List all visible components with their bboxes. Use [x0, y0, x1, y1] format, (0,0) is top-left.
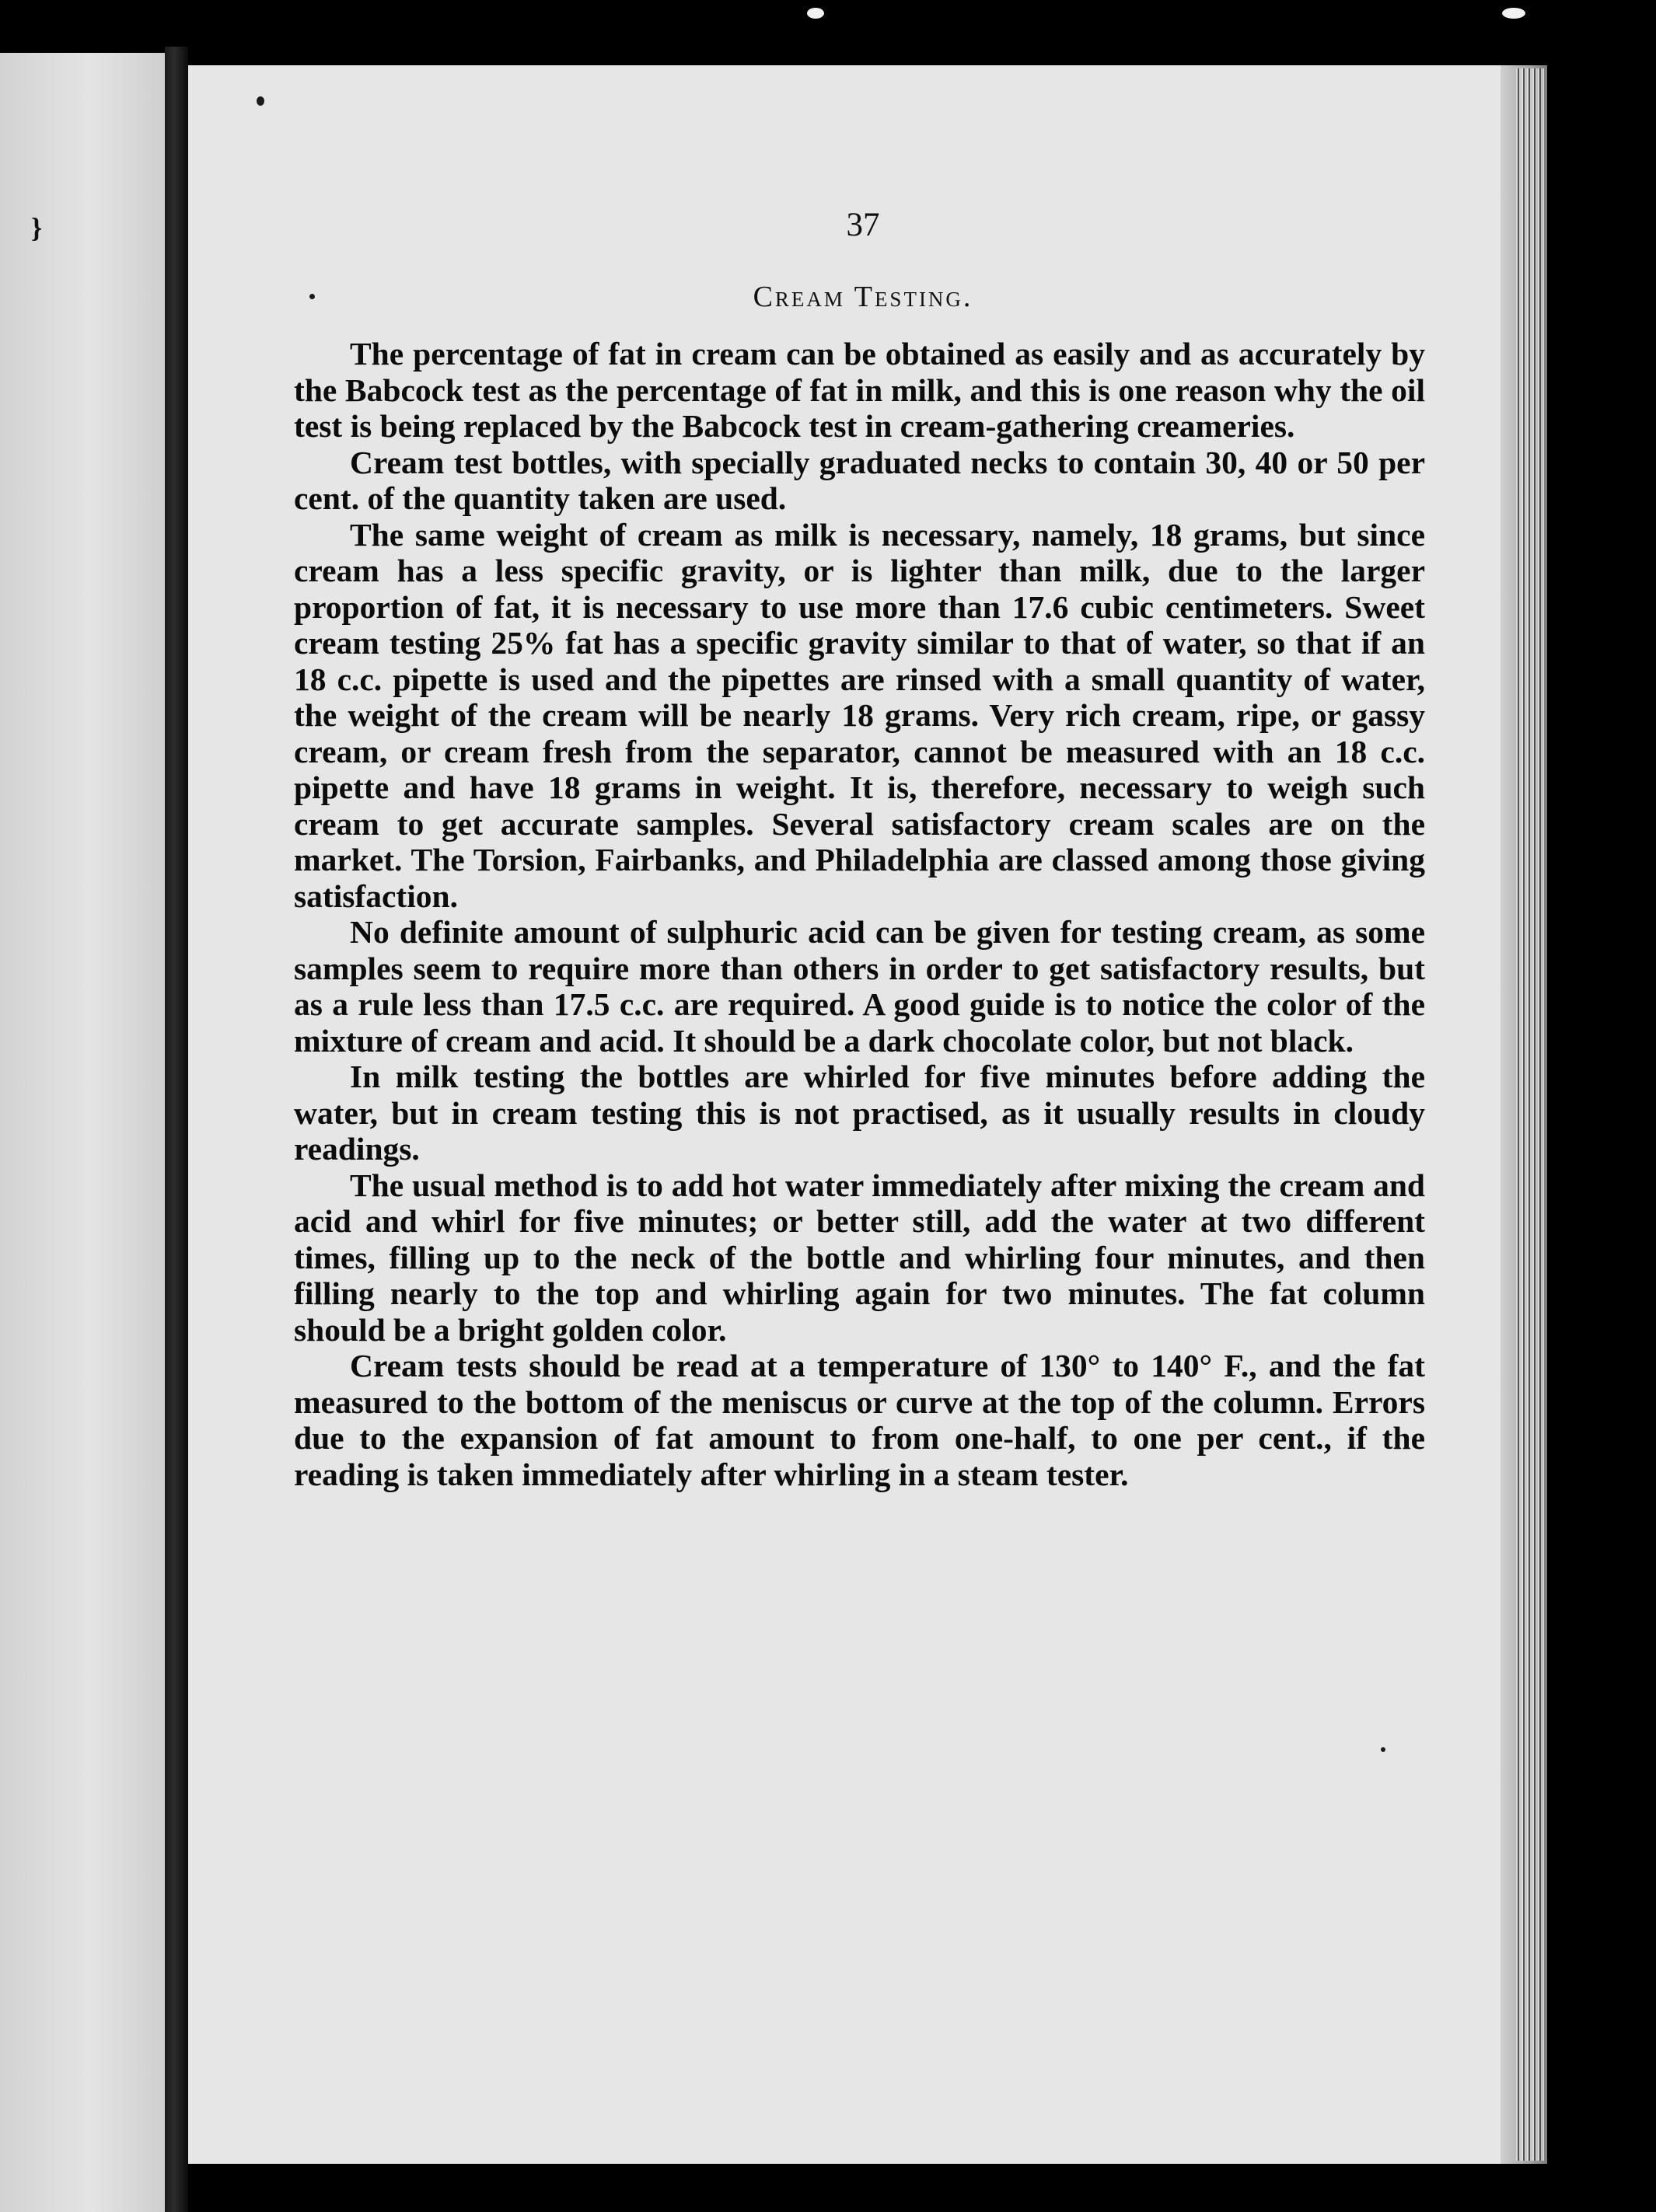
- page-speck: [1381, 1747, 1385, 1752]
- paragraph: The same weight of cream as milk is necessary, namely, 18 grams, but since cream has a less specific gravity, or is lighter than milk, due to the larger proportion of fat, it is necessary to use more than 17.6 cubic centimeters. Sweet cream testing 25% fat has a specific gravity similar to that of water, so that if an 18 c.c. pipette is used and the pipettes are rinsed with a small quantity of water, the weight of the cream will be nearly 18 grams. Very rich cream, ripe, or gassy cream, or cream fresh from the separator, cannot be measured with an 18 c.c. pipette and have 18 grams in weight. It is, therefore, necessary to weigh such cream to get accurate samples. Several satisfactory cream scales are on the market. The Torsion, Fairbanks, and Philadelphia are classed among those giving satisfaction.: [294, 516, 1425, 914]
- paragraph: No definite amount of sulphuric acid can be given for testing cream, as some samples seem to require more than others in order to get satisfactory results, but as a rule less than 17.5 c.c. are required. A good guide is to notice the color of the mixture of cream and acid. It should be a dark chocolate color, but not black.: [294, 914, 1425, 1059]
- page-speck: [309, 294, 315, 299]
- scan-artifact: [1502, 8, 1525, 19]
- facing-page: [0, 53, 165, 2212]
- page-number: 37: [846, 207, 880, 243]
- page-stack-edges: [1516, 68, 1544, 2161]
- paragraph: The usual method is to add hot water immediately after mixing the cream and acid and whirl for five minutes; or better still, add the water at two different times, filling up to the neck of the bottle and whirling four minutes, and then filling nearly to the top and whirling again for two minutes. The fat column should be a bright golden color.: [294, 1167, 1425, 1348]
- scan-artifact: [807, 8, 824, 19]
- paragraph: The percentage of fat in cream can be obtained as easily and as accurately by the Babcock test as the percentage of fat in milk, and this is one reason why the oil test is being replaced by the Babcock test in cream-gathering creameries.: [294, 336, 1425, 444]
- paragraph: Cream test bottles, with specially graduated necks to contain 30, 40 or 50 per cent. of the quantity taken are used.: [294, 444, 1425, 516]
- section-heading: Cream Testing.: [753, 281, 973, 313]
- paragraph: In milk testing the bottles are whirled for five minutes before adding the water, but in cream testing this is not practised, as it usually results in cloudy readings.: [294, 1059, 1425, 1167]
- page-speck: [257, 96, 264, 106]
- bottom-shadow: [188, 2164, 1549, 2212]
- margin-mark: }: [31, 212, 43, 243]
- paragraph: Cream tests should be read at a temperature of 130° to 140° F., and the fat measured to the bottom of the meniscus or curve at the top of the column. Errors due to the expansion of fat amount to from one-half, to one per cent., if the reading is taken immediately after whirling in a steam tester.: [294, 1348, 1425, 1492]
- book-gutter: [165, 47, 188, 2212]
- body-text: [294, 336, 1425, 1492]
